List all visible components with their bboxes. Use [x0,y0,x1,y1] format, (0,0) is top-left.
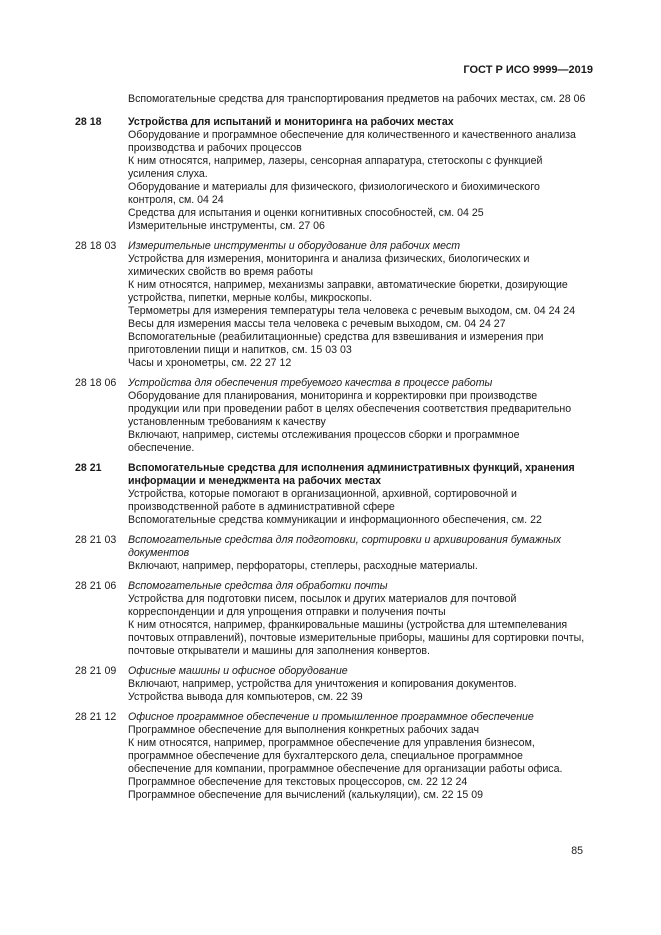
entry-code: 28 21 [75,462,102,474]
paragraph: К ним относятся, например, программное обеспечение для управления бизнесом, программное обеспечение для бухгалтерского дела, специальное программное обеспечение для компании, программное обеспечение для организации работы офиса. [128,737,563,775]
paragraph: Устройства, которые помогают в организационной, архивной, сортировочной и производственной работе в административной сфере [128,488,517,513]
paragraph: Оборудование и программное обеспечение для количественного и качественного анализа производства и рабочих процессов [128,129,576,154]
entry-code: 28 21 06 [75,580,117,592]
paragraph: К ним относятся, например, франкировальные машины (устройства для штемпелевания почтовых отправлений), почтовые измерительные приборы, машины для сортировки почты, почтовые открыватели и машины для заполнения конвертов. [128,619,585,657]
entry-28-21-06 [75,580,587,658]
paragraph: Программное обеспечение для текстовых процессоров, см. 22 12 24 [128,776,468,788]
paragraph: Устройства для измерения, мониторинга и анализа физических, биологических и химических свойств во время работы [128,253,530,278]
entry-code: 28 18 03 [75,240,117,252]
entry-28-21-03 [75,534,587,573]
paragraph: К ним относятся, например, механизмы заправки, автоматические бюретки, дозирующие устройства, пипетки, мерные колбы, микроскопы. [128,279,568,304]
entry-code: 28 21 12 [75,711,117,723]
entry-28-21 [75,462,587,527]
entry-28-18-06 [75,377,587,455]
entry-28-18 [75,116,587,233]
entry-title: Устройства для испытаний и мониторинга на рабочих местах [128,116,454,128]
paragraph: Программное обеспечение для выполнения конкретных рабочих задач [128,724,479,736]
entry-28-18-03 [75,240,587,370]
entry-title: Вспомогательные средства для обработки почты [128,580,388,592]
paragraph: Устройства для подготовки писем, посылок и других материалов для почтовой корреспонденции и для упрощения отправки и получения почты [128,593,517,618]
page-number: 85 [571,845,583,857]
paragraph: Оборудование для планирования, мониторинга и корректировки при производстве продукции или при проведении работ в целях обеспечения соответствия предварительно установленным требованиям к качеству [128,390,572,428]
paragraph: Измерительные инструменты, см. 27 06 [128,220,325,232]
entry-title: Измерительные инструменты и оборудование для рабочих мест [128,240,461,252]
entry-title: Устройства для обеспечения требуемого качества в процессе работы [128,377,493,389]
continuation-text [128,93,587,106]
entry-title: Офисные машины и офисное оборудование [128,665,348,677]
paragraph: Включают, например, устройства для уничтожения и копирования документов. [128,678,517,690]
entry-28-21-09 [75,665,587,704]
paragraph: Вспомогательные (реабилитационные) средства для взвешивания и измерения при приготовлении пищи и напитков, см. 15 03 03 [128,331,544,356]
paragraph: Часы и хронометры, см. 22 27 12 [128,357,292,369]
paragraph: Вспомогательные средства коммуникации и информационного обеспечения, см. 22 [128,514,542,526]
entry-title: Вспомогательные средства для исполнения административных функций, хранения информации и менеджмента на рабочих местах [128,462,575,487]
entry-code: 28 18 [75,116,102,128]
paragraph: Устройства вывода для компьютеров, см. 22 39 [128,691,363,703]
paragraph: Включают, например, перфораторы, степлеры, расходные материалы. [128,560,478,572]
paragraph: Оборудование и материалы для физического, физиологического и биохимического контроля, см. 04 24 [128,181,540,206]
paragraph: Весы для измерения массы тела человека с речевым выходом, см. 04 24 27 [128,318,506,330]
paragraph: Включают, например, системы отслеживания процессов сборки и программное обеспечение. [128,429,520,454]
content [75,93,587,809]
paragraph: Термометры для измерения температуры тела человека с речевым выходом, см. 04 24 24 [128,305,576,317]
paragraph: Вспомогательные средства для транспортирования предметов на рабочих местах, см. 28 06 [128,93,586,105]
entry-code: 28 18 06 [75,377,117,389]
paragraph: Средства для испытания и оценки когнитивных способностей, см. 04 25 [128,207,484,219]
document-header: ГОСТ Р ИСО 9999—2019 [463,64,593,76]
entry-title: Вспомогательные средства для подготовки, сортировки и архивирования бумажных документов [128,534,562,559]
entry-code: 28 21 09 [75,665,117,677]
entry-28-21-12 [75,711,587,802]
entry-code: 28 21 03 [75,534,117,546]
paragraph: Программное обеспечение для вычислений (калькуляции), см. 22 15 09 [128,789,483,801]
paragraph: К ним относятся, например, лазеры, сенсорная аппаратура, стетоскопы с функцией усиления слуха. [128,155,543,180]
entry-title: Офисное программное обеспечение и промышленное программное обеспечение [128,711,534,723]
